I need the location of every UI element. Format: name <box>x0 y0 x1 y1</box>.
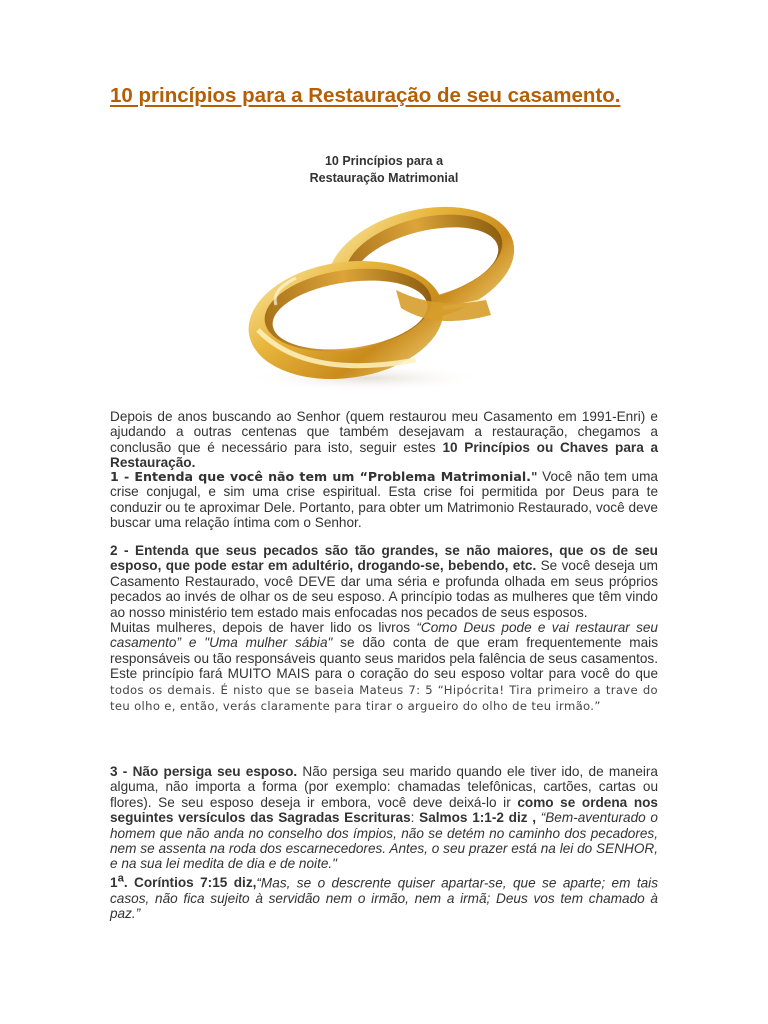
cor-ref-sup: a <box>117 872 124 885</box>
intro-paragraph <box>110 409 658 471</box>
psalm-quote: “Bem-aventurado o homem que não anda no conselho dos ímpios, não se detém no caminho dos pecadores, nem se assenta na roda dos escarnecedores. Antes, o seu prazer está na lei do SENHOR, e na sua lei medita de dia e de noite." <box>110 810 658 872</box>
psalm-reference: Salmos 1:1-2 diz , <box>419 810 536 826</box>
principle-1 <box>110 469 658 531</box>
book-title-2: "Uma mulher sábia" <box>204 635 333 651</box>
cor-ref-num: 1 <box>110 875 118 891</box>
subheading-line-1: 10 Princípios para a <box>324 154 444 168</box>
book-title-1: “Como Deus pode e vai restaurar seu casamento” <box>110 620 658 651</box>
principle-2-heading: 2 - Entenda que seus pecados são tão grandes, se não maiores, que os de seu esposo, que pode estar em adultério, drogando-se, bebendo, etc. <box>110 543 658 574</box>
principle-2-text-2: Muitas mulheres, depois de haver lido os livros <box>110 620 417 636</box>
principle-2-text-3: se dão conta de que eram frequentemente mais responsáveis ou tão responsáveis quanto seus maridos pela falência de seus casamentos. Este princípio fará MUITO MAIS para o coração do seu esposo voltar para você do que <box>110 635 658 682</box>
subheading-line-2: Restauração Matrimonial <box>309 171 459 185</box>
principle-3-verse-intro: como se ordena nos seguintes versículos das Sagradas Escrituras <box>110 794 658 826</box>
principle-2-text: Se você deseja um Casamento Restaurado, você DEVE dar uma séria e profunda olhada em seus próprios pecados ao invés de olhar os de seu esposo. A princípio todas as mulheres que têm vindo ao nosso ministério tem estado mais enfocadas nos pecados de seus esposos. <box>110 558 658 620</box>
principle-2 <box>110 543 658 714</box>
principle-3-heading: 3 - Não persiga seu esposo. <box>110 764 298 779</box>
intro-bold: 10 Princípios ou Chaves para a Restauração. <box>110 439 659 471</box>
principle-3 <box>110 764 658 922</box>
wedding-rings-image <box>236 190 526 395</box>
principle-3-text: Não persiga seu marido quando ele tiver ido, de maneira alguma, não importa a forma (por exemplo: chamadas telefônicas, cartões, cartas ou flores). Se seu esposo deseja ir embora, você deve deixá-lo ir <box>110 764 658 810</box>
corinthians-reference <box>110 872 257 891</box>
principle-2-verse: todos os demais. É nisto que se baseia Mateus 7: 5 “Hipócrita! Tira primeiro a trave do teu olho e, então, verás claramente para tirar o argueiro do olho de teu irmão.” <box>110 682 658 714</box>
page-title: 10 princípios para a Restauração de seu casamento. <box>110 84 621 107</box>
principle-1-text: Você não tem uma crise conjugal, e sim uma crise espiritual. Esta crise foi permitida por Deus para te conduzir ou te aproximar Dele. Portanto, para obter um Matrimonio Restaurado, você deve buscar uma relação íntima com o Senhor. <box>110 469 658 531</box>
cor-ref-rest: . Coríntios 7:15 diz, <box>123 875 257 891</box>
principle-3-colon: : <box>410 810 420 826</box>
subheading <box>0 153 768 187</box>
book-and: e <box>181 635 205 651</box>
principle-1-heading: 1 - Entenda que você não tem um “Problema Matrimonial." <box>110 469 538 484</box>
intro-text: Depois de anos buscando ao Senhor (quem restaurou meu Casamento em 1991-Enri) e ajudando a outras centenas que também desejavam a restauração, chegamos a conclusão que é necessário para isto, seguir estes <box>110 409 658 455</box>
corinthians-quote: “Mas, se o descrente quiser apartar-se, que se aparte; em tais casos, não fica sujeito à servidão nem o irmão, nem a irmã; Deus vos tem chamado à paz.” <box>110 875 658 922</box>
